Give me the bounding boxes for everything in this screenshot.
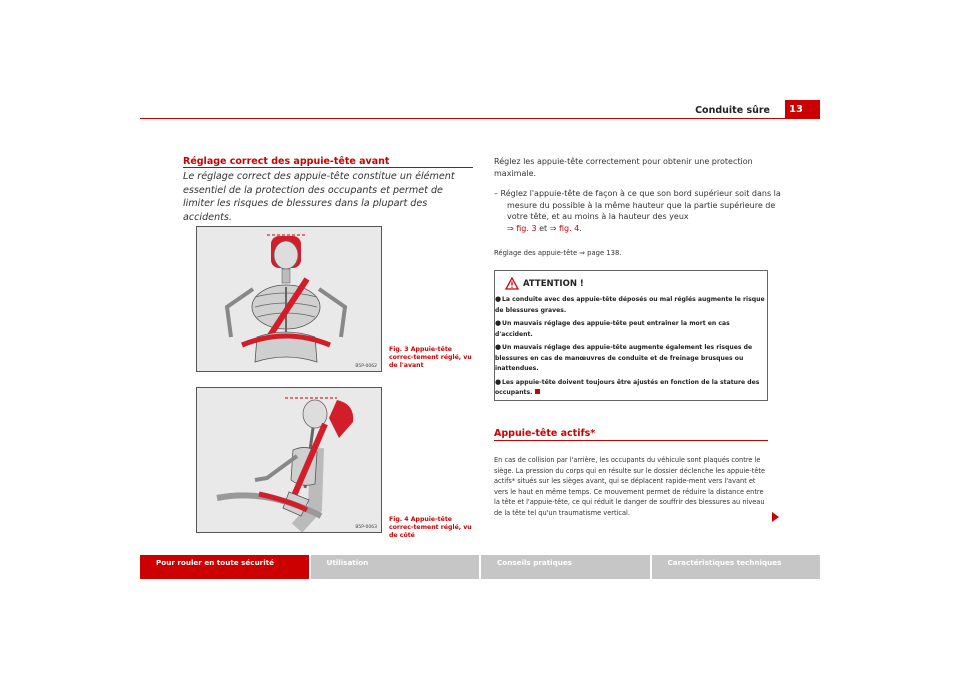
link-fig-4[interactable]: fig. 4 [558,223,580,233]
end-marker-icon [535,389,540,394]
figure-front-view [196,226,382,372]
ref-and: et [539,223,548,233]
tab-safety[interactable]: Pour rouler en toute sécurité [140,555,309,579]
figure-side-view [196,387,382,533]
step-text: Réglez l'appuie-tête de façon à ce que son bord supérieur soit dans la mesure du possible à la même hauteur que la partie supérieure de votre tête, et au moins à la hauteur des yeux [500,189,781,221]
link-fig-3[interactable]: fig. 3 [516,223,537,233]
warning-triangle-icon [505,277,519,290]
section-title-active-headrest: Appuie-tête actifs* [494,428,596,439]
figure-caption-4: Fig. 4 Appuie-tête correc-tement réglé, vu de côté [389,516,472,539]
skeleton-front-illustration [197,227,382,372]
warning-box [494,270,768,401]
warning-item: ●La conduite avec des appuie-tête déposés ou mal réglés augmente le risque de blessures graves. [495,295,765,314]
warning-title: ATTENTION ! [523,279,584,289]
tab-operation[interactable]: Utilisation [311,555,480,579]
section-rule [183,167,473,168]
tab-technical-specs[interactable]: Caractéristiques techniques [652,555,821,579]
bullet-icon: ● [495,377,502,386]
page-number: 13 [785,100,820,119]
warning-list [495,294,765,401]
step-dash: – [494,189,498,198]
figure-code: B5P-0063 [355,525,377,530]
bullet-icon: ● [495,343,502,351]
bullet-icon: ● [495,319,502,327]
figure-code: B5P-0062 [355,364,377,369]
page-reference[interactable]: Réglage des appuie-tête ⇒ page 138. [494,249,622,257]
tab-practical-tips[interactable]: Conseils pratiques [481,555,650,579]
figure-caption-3: Fig. 3 Appuie-tête correc-tement réglé, vu de l'avant [389,346,472,369]
ref-end: . [579,223,582,233]
warning-item: ●Les appuie-tête doivent toujours être ajustés en fonction de la stature des occupants. [495,377,760,396]
running-title: Conduite sûre [695,105,770,116]
warning-item: ●Un mauvais réglage des appuie-tête augmente également les risques de blessures en cas de manœuvres de conduite et de freinage brusques ou inattendues. [495,343,753,372]
step-adjust [494,188,783,234]
chapter-tabbar [140,555,820,579]
bullet-icon: ● [495,295,502,303]
ref-arrow-icon: ⇒ [549,223,557,233]
section-rule [494,440,768,441]
active-headrest-text: En cas de collision par l'arrière, les occupants du véhicule sont plaqués contre le siège. La pression du corps qui en résulte sur le dossier déclenche les appuie-tête actifs* situés sur les sièges avant, qui se déplacent rapide-ment vers l'avant et vers le haut en même temps. Ce mouvement permet de réduire la distance entre la tête et l'appuie-tête, ce qui réduit le danger de souffrir des blessures au niveau de la tête tel qu'un traumatisme vertical. [494,456,766,517]
header-rule [140,118,820,119]
skeleton-side-illustration [197,388,382,533]
section-title-headrest: Réglage correct des appuie-tête avant [183,156,390,167]
paragraph-intro: Réglez les appuie-tête correctement pour obtenir une protection maximale. [494,157,753,178]
warning-item: ●Un mauvais réglage des appuie-tête peut entraîner la mort en cas d'accident. [495,319,730,338]
ref-arrow-icon: ⇒ [507,223,514,233]
intro-text: Le réglage correct des appuie-tête constitue un élément essentiel de la protection des occupants et permet de limiter les risques de blessures dans la plupart des accidents. [183,171,455,223]
next-page-arrow-icon[interactable] [772,512,779,522]
